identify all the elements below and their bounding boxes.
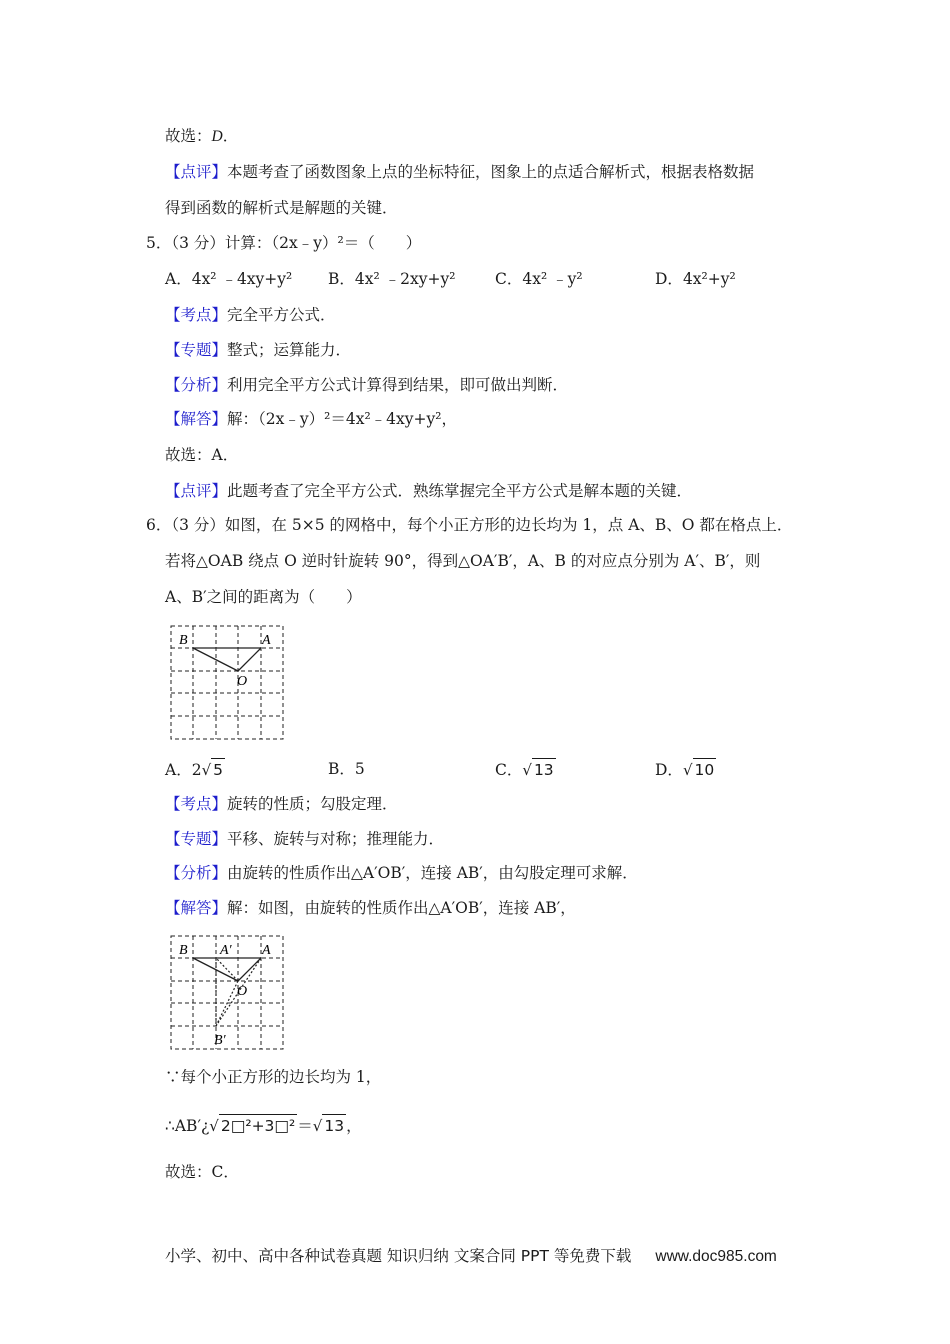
q6-zhuanti: 【专题】平移、旋转与对称；推理能力． bbox=[165, 830, 445, 848]
label-o: O bbox=[237, 674, 248, 689]
q6-kaodian: 【考点】旋转的性质；勾股定理． bbox=[165, 795, 398, 813]
q6-therefore: ∴AB′¿ √ 2□²+3□² ＝ √ 13 ， bbox=[165, 1114, 362, 1137]
q6-option-b: B．5 bbox=[328, 760, 365, 778]
label-a: A bbox=[262, 633, 271, 648]
label-a-prime: A′ bbox=[220, 943, 232, 958]
q5-option-c: C．4x² ﹣y² bbox=[495, 270, 583, 288]
q5-choice: 故选：A． bbox=[165, 446, 239, 464]
q5-stem: 5．（3 分）计算：（2x﹣y）²＝（ ） bbox=[146, 234, 422, 252]
q5-option-d: D．4x²+y² bbox=[655, 270, 736, 288]
prev-comment-cont: 得到函数的解析式是解题的关键． bbox=[165, 199, 398, 217]
page-footer bbox=[165, 1244, 777, 1266]
q6-because: ∵每个小正方形的边长均为 1， bbox=[165, 1068, 382, 1086]
q6-fenxi: 【分析】由旋转的性质作出△A′OB′，连接 AB′，由勾股定理可求解． bbox=[165, 864, 638, 882]
q6-solution-figure bbox=[168, 932, 288, 1054]
q5-option-a: A．4x² ﹣4xy+y² bbox=[165, 270, 293, 288]
q6-stem-1: 6．（3 分）如图，在 5×5 的网格中，每个小正方形的边长均为 1，点 A、B、O 都在格点上． bbox=[146, 516, 793, 534]
q6-grid-figure bbox=[168, 622, 288, 744]
prev-comment: 【点评】本题考查了函数图象上点的坐标特征，图象上的点适合解析式，根据表格数据 bbox=[165, 163, 755, 181]
label-b-prime: B′ bbox=[214, 1033, 226, 1048]
label-b: B bbox=[179, 943, 188, 958]
q6-option-a: A．2 √ 5 bbox=[165, 758, 225, 781]
q5-fenxi: 【分析】利用完全平方公式计算得到结果，即可做出判断． bbox=[165, 376, 569, 394]
q5-jieda: 【解答】解：（2x﹣y）²＝4x²﹣4xy+y²， bbox=[165, 410, 457, 428]
q6-option-d: D． √ 10 bbox=[655, 758, 716, 781]
q5-dianping: 【点评】此题考查了完全平方公式．熟练掌握完全平方公式是解本题的关键． bbox=[165, 482, 693, 500]
label-b: B bbox=[179, 633, 188, 648]
footer-text: 小学、初中、高中各种试卷真题 知识归纳 文案合同 PPT 等免费下载 bbox=[165, 1247, 632, 1265]
label-a: A bbox=[262, 943, 271, 958]
q6-option-c: C． √ 13 bbox=[495, 758, 556, 781]
footer-site-link[interactable]: www.doc985.com bbox=[655, 1248, 777, 1265]
label-o: O bbox=[237, 984, 248, 999]
prev-choice: 故选：D． bbox=[165, 127, 239, 145]
q6-stem-3: A、B′之间的距离为（ ） bbox=[165, 588, 362, 606]
q6-choice: 故选：C． bbox=[165, 1163, 239, 1181]
q5-zhuanti: 【专题】整式；运算能力． bbox=[165, 341, 352, 359]
q6-jieda: 【解答】解：如图，由旋转的性质作出△A′OB′，连接 AB′， bbox=[165, 899, 576, 917]
q5-kaodian: 【考点】完全平方公式． bbox=[165, 306, 336, 324]
q6-stem-2: 若将△OAB 绕点 O 逆时针旋转 90°，得到△OA′B′，A、B 的对应点分别为 A′、B′，则 bbox=[165, 552, 761, 570]
q5-option-b: B．4x² ﹣2xy+y² bbox=[328, 270, 456, 288]
comment-tag: 【点评】 bbox=[165, 163, 228, 181]
